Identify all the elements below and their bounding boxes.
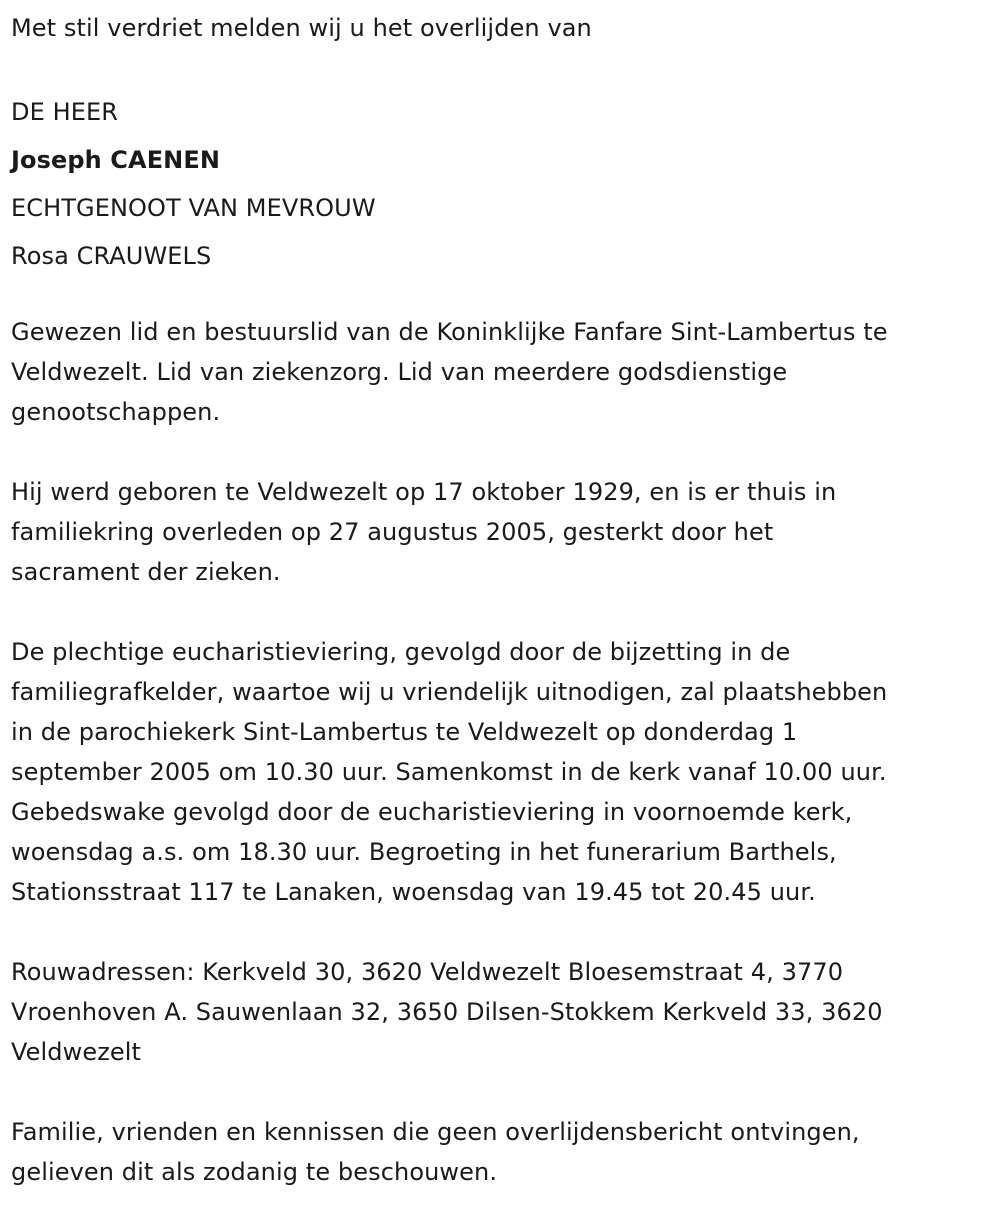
spacer [11, 432, 990, 472]
spouse-name: Rosa CRAUWELS [11, 242, 212, 270]
paragraph-line: Rouwadressen: Kerkveld 30, 3620 Veldwezelt Bloesemstraat 4, 3770 [11, 958, 844, 986]
paragraph-line: Familie, vrienden en kennissen die geen overlijdensbericht ontvingen, [11, 1118, 860, 1146]
intro-text: Met stil verdriet melden wij u het overlijden van [11, 14, 592, 42]
paragraph-line: woensdag a.s. om 18.30 uur. Begroeting in het funerarium Barthels, [11, 838, 837, 866]
paragraph-line: Stationsstraat 117 te Lanaken, woensdag van 19.45 tot 20.45 uur. [11, 878, 816, 906]
paragraph-line: Gewezen lid en bestuurslid van de Koninklijke Fanfare Sint-Lambertus te [11, 318, 888, 346]
paragraph-line: Vroenhoven A. Sauwenlaan 32, 3650 Dilsen-Stokkem Kerkveld 33, 3620 [11, 998, 883, 1026]
paragraph-line: De plechtige eucharistieviering, gevolgd door de bijzetting in de [11, 638, 791, 666]
paragraph-line: september 2005 om 10.30 uur. Samenkomst in de kerk vanaf 10.00 uur. [11, 758, 887, 786]
paragraph-line: in de parochiekerk Sint-Lambertus te Veldwezelt op donderdag 1 [11, 718, 798, 746]
deceased-title: DE HEER [11, 98, 119, 126]
spacer [11, 592, 990, 632]
spacer [11, 280, 990, 312]
paragraph-line: Veldwezelt. Lid van ziekenzorg. Lid van meerdere godsdienstige [11, 358, 788, 386]
paragraph-line: genootschappen. [11, 398, 221, 426]
paragraph-line: sacrament der zieken. [11, 558, 281, 586]
closing-paragraph [11, 1112, 990, 1192]
deceased-block [11, 88, 990, 280]
addresses-paragraph [11, 952, 990, 1072]
paragraph-line: Gebedswake gevolgd door de eucharistieviering in voornoemde kerk, [11, 798, 853, 826]
paragraph-line: familiegrafkelder, waartoe wij u vriendelijk uitnodigen, zal plaatshebben [11, 678, 888, 706]
paragraph-line: familiekring overleden op 27 augustus 2005, gesterkt door het [11, 518, 774, 546]
spacer [11, 48, 990, 88]
paragraph-line: gelieven dit als zodanig te beschouwen. [11, 1158, 498, 1186]
birth-death-paragraph [11, 472, 990, 592]
paragraph-line: Veldwezelt [11, 1038, 142, 1066]
membership-paragraph [11, 312, 990, 432]
spacer [11, 912, 990, 952]
spacer [11, 1072, 990, 1112]
ceremony-paragraph [11, 632, 990, 912]
deceased-name: Joseph CAENEN [11, 146, 221, 174]
paragraph-line: Hij werd geboren te Veldwezelt op 17 oktober 1929, en is er thuis in [11, 478, 837, 506]
spouse-label: ECHTGENOOT VAN MEVROUW [11, 194, 376, 222]
